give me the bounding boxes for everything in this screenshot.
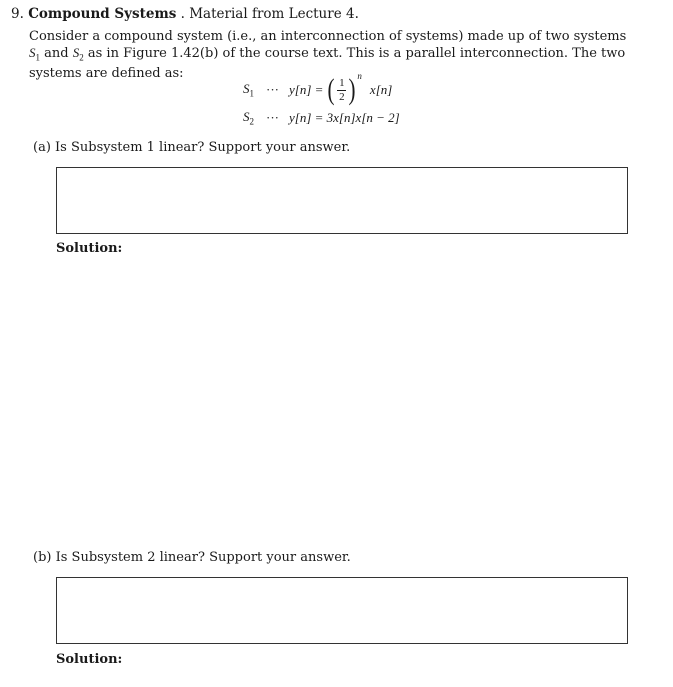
intro-s1: $S_1$ xyxy=(29,45,40,63)
intro-s2: $S_2$ xyxy=(72,45,84,63)
frac-numerator: 1 xyxy=(339,76,345,89)
part-b-question xyxy=(33,550,351,565)
left-paren: ( xyxy=(327,73,335,106)
part-a-label: (a) xyxy=(33,140,51,155)
part-a-question xyxy=(33,140,350,155)
s1-lhs: y[n] = xyxy=(289,82,324,97)
intro-text-2: as in Figure 1.42(b) of the course text. This is a parallel interconnection. The two systems are defined as: xyxy=(29,46,626,81)
system-s1-label: $S_1$ xyxy=(243,81,254,99)
part-a-solution-label: Solution: xyxy=(56,241,123,256)
problem-number: 9. xyxy=(11,6,24,22)
equation-s1 xyxy=(243,71,393,106)
part-a-answer-box[interactable] xyxy=(56,167,628,234)
s2-expression: y[n] = 3x[n]x[n − 2] xyxy=(289,110,400,125)
equation-s2 xyxy=(243,106,400,130)
right-paren: ) xyxy=(348,73,356,106)
part-b-text: Is Subsystem 2 linear? Support your answer. xyxy=(55,550,351,565)
intro-text-1: Consider a compound system (i.e., an interconnection of systems) made up of two systems xyxy=(29,29,627,44)
dots: ··· xyxy=(266,82,279,97)
fraction xyxy=(337,78,346,103)
system-s2-label: $S_2$ xyxy=(243,109,254,127)
dots: ··· xyxy=(266,110,279,125)
s1-rhs: x[n] xyxy=(369,82,393,97)
problem-source: Material from Lecture 4. xyxy=(189,6,359,22)
intro-and: and xyxy=(40,46,73,61)
title-separator: . xyxy=(180,6,185,22)
problem-header xyxy=(11,6,359,22)
exponent: n xyxy=(357,71,362,81)
problem-title: Compound Systems xyxy=(28,6,177,22)
frac-denominator: 2 xyxy=(339,90,345,103)
part-b-solution-label: Solution: xyxy=(56,652,123,667)
system-equations xyxy=(243,71,443,134)
part-a-text: Is Subsystem 1 linear? Support your answer. xyxy=(55,140,351,155)
part-b-label: (b) xyxy=(33,550,52,565)
part-b-answer-box[interactable] xyxy=(56,577,628,644)
